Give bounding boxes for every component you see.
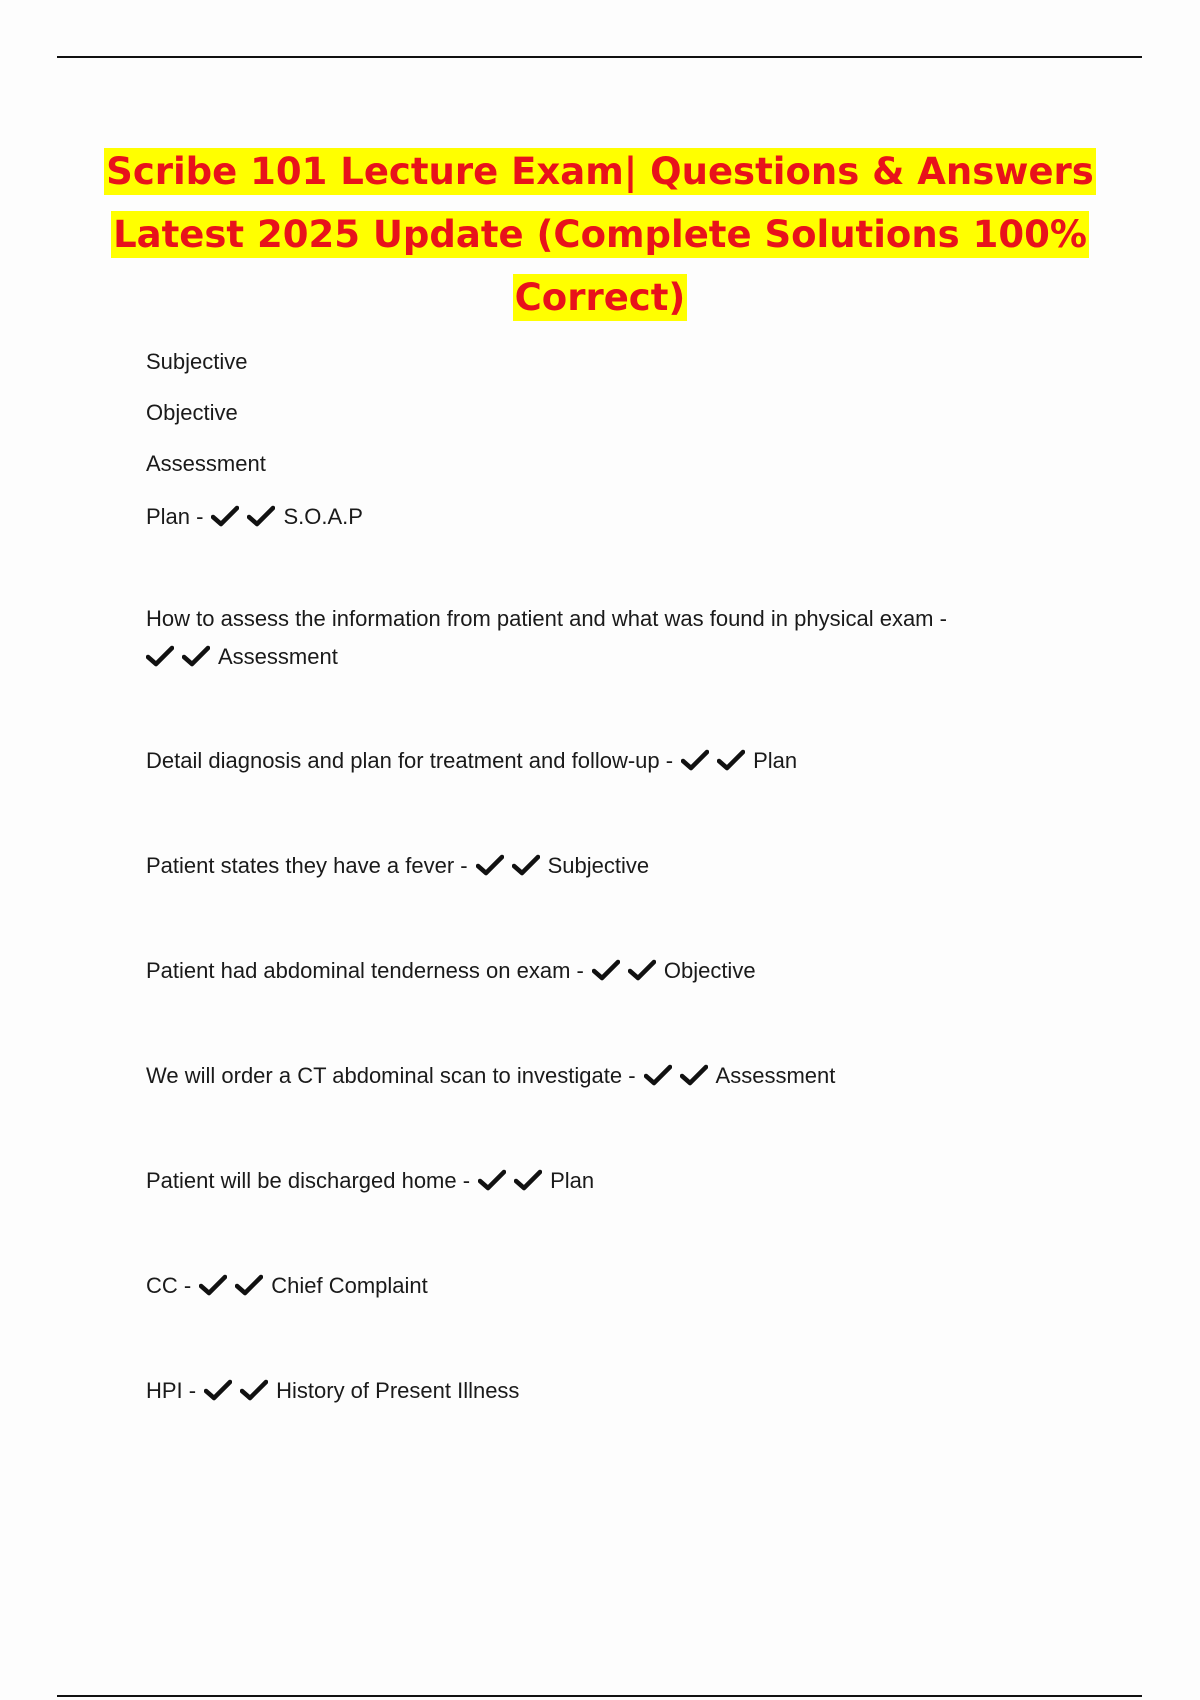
qa-item — [146, 1372, 519, 1410]
check-icon — [476, 854, 504, 876]
answer-text: Plan — [550, 1168, 595, 1193]
question-text: Patient will be discharged home - — [146, 1168, 471, 1193]
question-text: Plan - — [146, 504, 204, 529]
check-icon — [247, 505, 275, 527]
check-icon — [644, 1064, 672, 1086]
question-text: Detail diagnosis and plan for treatment and follow-up - — [146, 748, 674, 773]
check-icon — [628, 959, 656, 981]
question-text: How to assess the information from patient and what was found in physical exam - — [146, 606, 947, 631]
check-pair — [211, 498, 283, 536]
answer-text: S.O.A.P — [283, 504, 363, 529]
answer-text: Objective — [663, 958, 756, 983]
check-pair — [592, 952, 664, 990]
question-text: CC - — [146, 1273, 192, 1298]
title-line-3: Correct) — [514, 276, 686, 319]
check-icon — [204, 1379, 232, 1401]
intro-line-assessment: Assessment — [146, 451, 266, 476]
check-pair — [199, 1267, 271, 1305]
check-icon — [717, 749, 745, 771]
qa-item — [146, 1267, 428, 1305]
document-title — [60, 140, 1140, 329]
question-text: Patient had abdominal tenderness on exam - — [146, 958, 584, 983]
check-icon — [512, 854, 540, 876]
title-line-1: Scribe 101 Lecture Exam| Questions & Answers — [106, 150, 1094, 193]
check-icon — [199, 1274, 227, 1296]
qa-item — [146, 1162, 594, 1200]
answer-text: Chief Complaint — [271, 1273, 428, 1298]
question-text: Patient states they have a fever - — [146, 853, 468, 878]
qa-item — [146, 1057, 835, 1095]
qa-item — [146, 498, 363, 536]
check-icon — [478, 1169, 506, 1191]
qa-item — [146, 847, 649, 885]
question-text: HPI - — [146, 1378, 197, 1403]
check-icon — [681, 749, 709, 771]
check-icon — [211, 505, 239, 527]
answer-text: Assessment — [715, 1063, 836, 1088]
qa-item — [146, 600, 947, 676]
answer-text: History of Present Illness — [276, 1378, 520, 1403]
check-pair — [476, 847, 548, 885]
answer-text: Plan — [753, 748, 798, 773]
intro-line-objective: Objective — [146, 400, 238, 425]
answer-text: Assessment — [218, 644, 338, 669]
check-pair — [681, 742, 753, 780]
bottom-rule — [57, 1695, 1142, 1697]
intro-line-subjective: Subjective — [146, 349, 248, 374]
qa-item — [146, 742, 797, 780]
question-text: We will order a CT abdominal scan to investigate - — [146, 1063, 636, 1088]
check-icon — [235, 1274, 263, 1296]
title-line-2: Latest 2025 Update (Complete Solutions 100% — [113, 213, 1087, 256]
check-icon — [514, 1169, 542, 1191]
check-icon — [240, 1379, 268, 1401]
check-pair — [478, 1162, 550, 1200]
answer-text: Subjective — [547, 853, 650, 878]
top-rule — [57, 56, 1142, 58]
check-pair — [146, 638, 218, 676]
check-icon — [146, 645, 174, 667]
check-icon — [592, 959, 620, 981]
check-pair — [204, 1372, 276, 1410]
check-icon — [680, 1064, 708, 1086]
check-pair — [644, 1057, 716, 1095]
check-icon — [182, 645, 210, 667]
qa-item — [146, 952, 756, 990]
